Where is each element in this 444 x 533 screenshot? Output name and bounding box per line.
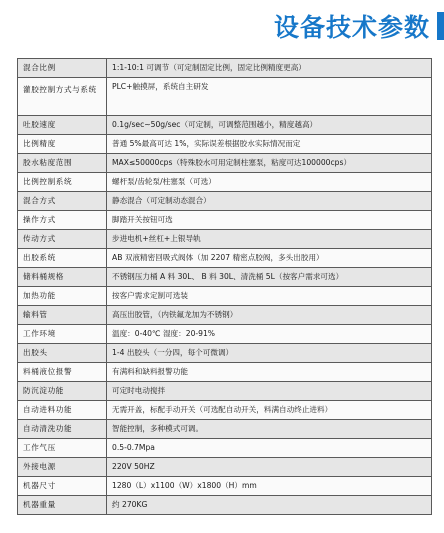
spec-key: 工作气压 (18, 439, 107, 458)
spec-key: 工作环境 (18, 325, 107, 344)
spec-key: 防沉淀功能 (18, 382, 107, 401)
spec-value: MAX≤50000cps（特殊胶水可用定制柱塞泵，粘度可达100000cps） (107, 154, 432, 173)
spec-key: 混合方式 (18, 192, 107, 211)
table-row (18, 363, 432, 382)
spec-value: 0.1g/sec~50g/sec（可定制，可调整范围越小，精度越高） (107, 116, 432, 135)
table-row (18, 192, 432, 211)
spec-key: 吐胶速度 (18, 116, 107, 135)
spec-table (17, 58, 432, 515)
table-row (18, 477, 432, 496)
page-title: 设备技术参数 (273, 13, 430, 42)
spec-value: 约 270KG (107, 496, 432, 515)
spec-key: 胶水粘度范围 (18, 154, 107, 173)
spec-value: PLC+触摸屏，系统自主研发 (107, 78, 432, 116)
table-row (18, 211, 432, 230)
table-row (18, 249, 432, 268)
table-row (18, 401, 432, 420)
table-row (18, 439, 432, 458)
spec-key: 比例精度 (18, 135, 107, 154)
spec-key: 外接电源 (18, 458, 107, 477)
spec-value: 有满料和缺料报警功能 (107, 363, 432, 382)
spec-value: 1-4 出胶头（一分四，每个可微调） (107, 344, 432, 363)
spec-value: 按客户需求定制可选装 (107, 287, 432, 306)
table-row (18, 344, 432, 363)
table-row (18, 230, 432, 249)
spec-value: 1280（L）x1100（W）x1800（H）mm (107, 477, 432, 496)
spec-key: 出胶头 (18, 344, 107, 363)
table-row (18, 78, 432, 116)
title-accent-bar (437, 12, 444, 40)
spec-key: 输料管 (18, 306, 107, 325)
table-row (18, 116, 432, 135)
spec-key: 操作方式 (18, 211, 107, 230)
spec-key: 自动进料功能 (18, 401, 107, 420)
table-row (18, 420, 432, 439)
spec-key: 比例控制系统 (18, 173, 107, 192)
spec-value: 温度：0-40℃ 湿度：20-91% (107, 325, 432, 344)
table-row (18, 306, 432, 325)
spec-value: 0.5-0.7Mpa (107, 439, 432, 458)
spec-value: 脚踏开关按钮可选 (107, 211, 432, 230)
spec-value: 智能控制，多种模式可调。 (107, 420, 432, 439)
spec-key: 自动清洗功能 (18, 420, 107, 439)
spec-value: 无需开盖，标配手动开关（可选配自动开关，料满自动终止进料） (107, 401, 432, 420)
table-row (18, 135, 432, 154)
spec-value: 220V 50HZ (107, 458, 432, 477)
spec-value: 静态混合（可定制动态混合） (107, 192, 432, 211)
table-row (18, 287, 432, 306)
spec-value: 可定时电动搅拌 (107, 382, 432, 401)
table-row (18, 173, 432, 192)
spec-value: AB 双液精密回吸式阀体（加 2207 精密点胶阀，多头出胶用） (107, 249, 432, 268)
spec-key: 储料桶规格 (18, 268, 107, 287)
table-row (18, 496, 432, 515)
spec-value: 不锈钢压力桶 A 料 30L、 B 料 30L、清洗桶 5L（按客户需求可选） (107, 268, 432, 287)
spec-key: 传动方式 (18, 230, 107, 249)
spec-key: 料桶液位报警 (18, 363, 107, 382)
header (0, 0, 444, 52)
table-row (18, 382, 432, 401)
spec-key: 机器尺寸 (18, 477, 107, 496)
spec-value: 1:1-10:1 可调节（可定制固定比例，固定比例精度更高） (107, 59, 432, 78)
spec-key: 机器重量 (18, 496, 107, 515)
table-row (18, 458, 432, 477)
spec-value: 普通 5%最高可达 1%，实际误差根据胶水实际情况而定 (107, 135, 432, 154)
table-row (18, 268, 432, 287)
table-row (18, 154, 432, 173)
table-row (18, 325, 432, 344)
spec-value: 螺杆泵/齿轮泵/柱塞泵（可选） (107, 173, 432, 192)
spec-key: 混合比例 (18, 59, 107, 78)
spec-value: 高压出胶管，（内铁氟龙加为不锈钢） (107, 306, 432, 325)
table-row (18, 59, 432, 78)
spec-value: 步进电机+丝杠+上银导轨 (107, 230, 432, 249)
spec-key: 出胶系统 (18, 249, 107, 268)
spec-key: 灌胶控制方式与系统 (18, 78, 107, 116)
spec-key: 加热功能 (18, 287, 107, 306)
